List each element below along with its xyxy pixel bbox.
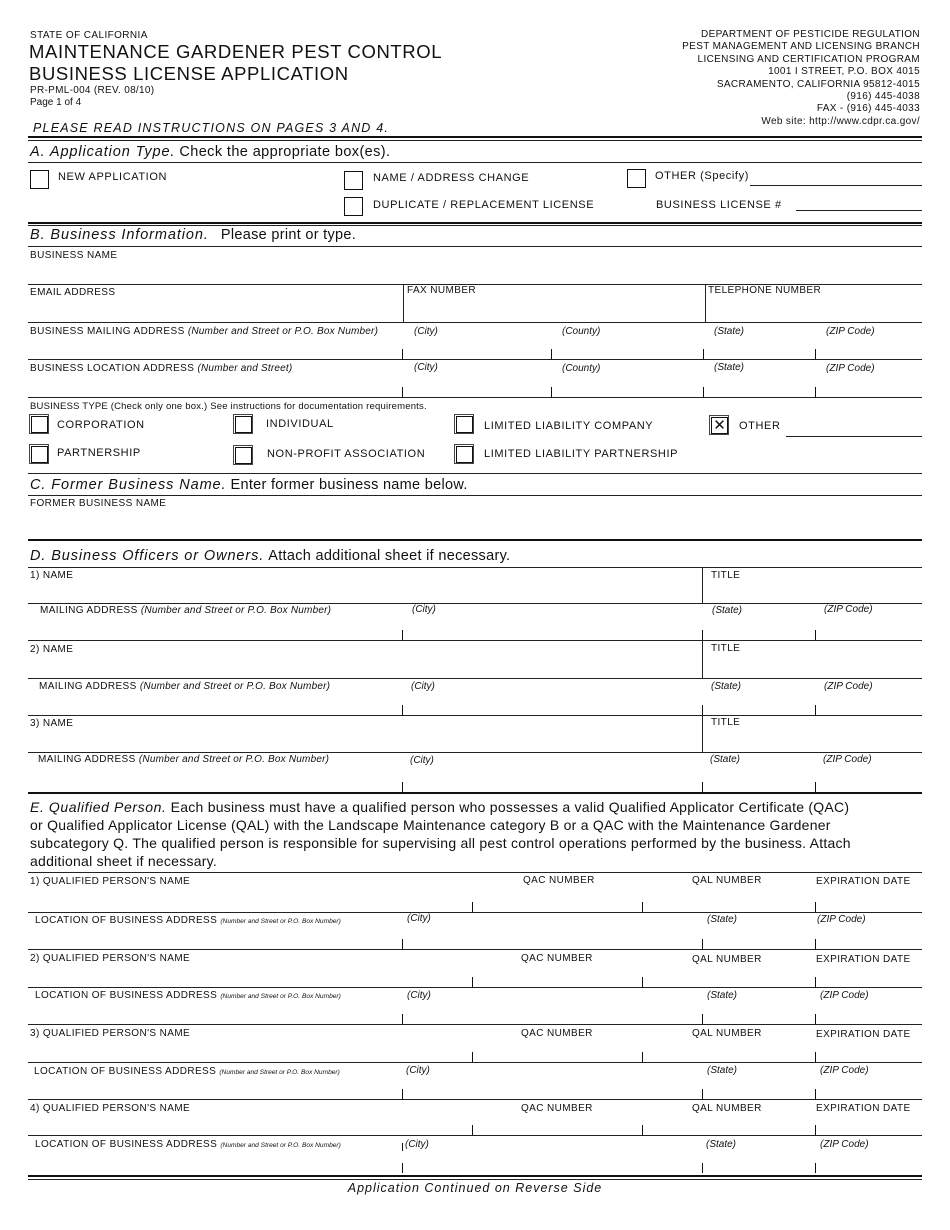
dept-line: FAX - (916) 445-4033: [816, 103, 920, 115]
section-e-intro: [30, 798, 925, 870]
qp-4-location-label: [35, 1139, 341, 1152]
individual-label: INDIVIDUAL: [266, 418, 334, 430]
officer-1-state-label: (State): [712, 605, 743, 616]
qp-1-city-label: (City): [407, 913, 431, 924]
business-license-number-label: BUSINESS LICENSE #: [656, 199, 782, 211]
business-type-label: BUSINESS TYPE (Check only one box.) See instructions for documentation requirements.: [30, 401, 427, 412]
duplicate-replacement-label: DUPLICATE / REPLACEMENT LICENSE: [373, 199, 595, 211]
section-b-heading: [30, 226, 356, 244]
dept-line: LICENSING AND CERTIFICATION PROGRAM: [697, 53, 920, 65]
officer-2-state-label: (State): [711, 681, 742, 692]
qp-1-state-label: (State): [707, 914, 738, 925]
officer-3-title-label: TITLE: [711, 717, 741, 728]
partnership-checkbox[interactable]: [31, 446, 48, 463]
qp-2-location-label: [35, 990, 341, 1003]
officer-1-title-label: TITLE: [711, 570, 741, 581]
location-address-text: BUSINESS LOCATION ADDRESS: [30, 363, 195, 374]
mailing-city-label: (City): [414, 326, 438, 337]
qp-1-name-label: 1) QUALIFIED PERSON'S NAME: [30, 876, 191, 887]
qp-1-qac-label: QAC NUMBER: [523, 875, 595, 886]
location-address-note: (Number and Street): [197, 363, 293, 374]
qp-4-location-input[interactable]: [30, 1154, 920, 1170]
section-e-line4: additional sheet if necessary.: [30, 853, 218, 869]
officer-3-zip-label: (ZIP Code): [823, 754, 872, 765]
llp-label: LIMITED LIABILITY PARTNERSHIP: [484, 448, 679, 460]
qp-1-location-label: [35, 915, 341, 928]
other-type-checkbox[interactable]: [711, 417, 728, 434]
fax-input[interactable]: [407, 302, 702, 318]
location-address-input[interactable]: [30, 377, 920, 393]
qp-1-zip-label: (ZIP Code): [817, 914, 866, 925]
qp-2-qac-label: QAC NUMBER: [521, 953, 593, 964]
telephone-input[interactable]: [708, 302, 922, 318]
mailing-zip-label: (ZIP Code): [826, 326, 875, 337]
individual-checkbox[interactable]: [235, 416, 252, 433]
officer-mailing-note: (Number and Street or P.O. Box Number): [138, 754, 330, 765]
other-specify-label: OTHER (Specify): [655, 170, 749, 182]
officer-1-zip-label: (ZIP Code): [824, 604, 873, 615]
officer-3-name-input[interactable]: [30, 732, 698, 748]
qp-2-location-input[interactable]: [30, 1005, 920, 1021]
llc-checkbox-frame: [454, 414, 474, 434]
section-e-line1: [30, 798, 925, 816]
qp-1-expiration-label: EXPIRATION DATE: [816, 876, 911, 887]
qp-location-text: LOCATION OF BUSINESS ADDRESS: [35, 915, 218, 926]
email-label: EMAIL ADDRESS: [30, 287, 116, 298]
section-d-subtitle: Attach additional sheet if necessary.: [268, 548, 511, 564]
section-a-heading: [30, 143, 390, 161]
section-e-title: E. Qualified Person.: [30, 799, 167, 815]
name-address-change-checkbox[interactable]: [344, 171, 363, 190]
mailing-address-input[interactable]: [30, 340, 920, 356]
qp-2-qac-input[interactable]: [476, 969, 640, 985]
footer-continued-note: Application Continued on Reverse Side: [347, 1181, 603, 1195]
location-city-label: (City): [414, 362, 438, 373]
officer-3-mailing-label: [38, 754, 329, 766]
officer-mailing-note: (Number and Street or P.O. Box Number): [140, 605, 332, 616]
dept-line: 1001 I STREET, P.O. BOX 4015: [768, 66, 920, 78]
llp-checkbox-frame: [454, 444, 474, 464]
officer-1-name-label: 1) NAME: [30, 570, 74, 581]
officer-3-city-label: (City): [410, 755, 434, 766]
officer-3-state-label: (State): [710, 754, 741, 765]
qp-3-qac-input[interactable]: [476, 1043, 640, 1059]
section-c-heading: [30, 476, 468, 494]
qp-2-qal-input[interactable]: [646, 969, 812, 985]
officer-3-address-input[interactable]: [30, 770, 920, 786]
qp-2-zip-label: (ZIP Code): [820, 990, 869, 1001]
partnership-label: PARTNERSHIP: [57, 447, 141, 459]
officer-2-title-label: TITLE: [711, 643, 741, 654]
officer-1-city-label: (City): [412, 604, 436, 615]
qp-2-expiration-input[interactable]: [818, 969, 922, 985]
qp-1-qac-input[interactable]: [476, 893, 640, 909]
section-d-heading: [30, 547, 510, 565]
qp-4-qal-input[interactable]: [646, 1117, 812, 1133]
corporation-label: CORPORATION: [57, 419, 145, 431]
section-d-title: D. Business Officers or Owners.: [30, 548, 265, 564]
corporation-checkbox-frame: [29, 414, 49, 434]
email-input[interactable]: [30, 302, 400, 318]
new-application-checkbox[interactable]: [30, 170, 49, 189]
location-address-label: [30, 363, 292, 375]
officer-mailing-note: (Number and Street or P.O. Box Number): [139, 681, 331, 692]
qp-3-location-input[interactable]: [30, 1081, 920, 1097]
business-license-number-input[interactable]: [796, 210, 922, 211]
qp-3-qal-label: QAL NUMBER: [692, 1028, 762, 1039]
section-e-line2: or Qualified Applicator License (QAL) with the Landscape Maintenance category B or a QAC with the Maintenance Gardener: [30, 817, 831, 833]
location-state-label: (State): [714, 362, 745, 373]
officer-mailing-text: MAILING ADDRESS: [38, 754, 136, 765]
business-name-label: BUSINESS NAME: [30, 250, 118, 261]
dept-line: SACRAMENTO, CALIFORNIA 95812-4015: [716, 78, 920, 90]
qp-1-expiration-input[interactable]: [818, 893, 922, 909]
qp-4-name-label: 4) QUALIFIED PERSON'S NAME: [30, 1103, 191, 1114]
form-title-line2: BUSINESS LICENSE APPLICATION: [29, 63, 349, 84]
former-business-name-input[interactable]: [30, 514, 920, 530]
qp-location-note: (Number and Street or P.O. Box Number): [220, 1142, 341, 1149]
individual-checkbox-frame: [233, 414, 253, 434]
officer-2-mailing-label: [39, 681, 330, 693]
other-type-input[interactable]: [786, 436, 922, 437]
qp-location-text: LOCATION OF BUSINESS ADDRESS: [35, 1139, 218, 1150]
qp-1-qal-label: QAL NUMBER: [692, 875, 762, 886]
qp-2-qal-label: QAL NUMBER: [692, 954, 762, 965]
state-label: STATE OF CALIFORNIA: [30, 30, 148, 41]
location-county-label: (County): [562, 363, 601, 374]
officer-2-city-label: (City): [411, 681, 435, 692]
telephone-label: TELEPHONE NUMBER: [708, 285, 822, 296]
officer-mailing-text: MAILING ADDRESS: [39, 681, 137, 692]
form-number: PR-PML-004 (REV. 08/10): [30, 85, 155, 96]
officer-2-name-input[interactable]: [30, 658, 698, 674]
dept-line: DEPARTMENT OF PESTICIDE REGULATION: [701, 29, 920, 40]
mailing-address-note: (Number and Street or P.O. Box Number): [187, 326, 379, 337]
qp-3-zip-label: (ZIP Code): [820, 1065, 869, 1076]
qp-1-location-input[interactable]: [30, 930, 920, 946]
officer-1-address-input[interactable]: [30, 620, 920, 636]
llp-checkbox[interactable]: [456, 446, 473, 463]
officer-2-name-label: 2) NAME: [30, 644, 74, 655]
llc-label: LIMITED LIABILITY COMPANY: [484, 420, 654, 432]
section-e-line1-text: Each business must have a qualified person who possesses a valid Qualified Applicator Certificate (QAC): [166, 799, 850, 815]
name-address-change-label: NAME / ADDRESS CHANGE: [373, 172, 530, 184]
officer-2-address-input[interactable]: [30, 696, 920, 712]
nonprofit-label: NON-PROFIT ASSOCIATION: [267, 448, 426, 460]
other-specify-input[interactable]: [750, 185, 922, 186]
officer-1-name-input[interactable]: [30, 584, 698, 600]
qp-location-note: (Number and Street or P.O. Box Number): [219, 1069, 340, 1076]
mailing-address-text: BUSINESS MAILING ADDRESS: [30, 326, 185, 337]
qp-4-qac-label: QAC NUMBER: [521, 1103, 593, 1114]
section-e-line3: subcategory Q. The qualified person is responsible for supervising all pest control operations performed by the business. Attach: [30, 835, 851, 851]
qp-4-city-label: (City): [405, 1139, 429, 1150]
qp-2-name-input[interactable]: [30, 969, 470, 985]
officer-3-title-input[interactable]: [710, 732, 922, 748]
qp-4-expiration-label: EXPIRATION DATE: [816, 1103, 911, 1114]
qp-1-name-input[interactable]: [30, 893, 470, 909]
instructions-note: PLEASE READ INSTRUCTIONS ON PAGES 3 AND 4.: [33, 121, 390, 135]
officer-1-title-input[interactable]: [710, 584, 922, 600]
new-application-label: NEW APPLICATION: [58, 171, 168, 183]
nonprofit-checkbox[interactable]: [235, 447, 252, 464]
qp-2-expiration-label: EXPIRATION DATE: [816, 954, 911, 965]
dept-website: Web site: http://www.cdpr.ca.gov/: [761, 115, 920, 127]
former-business-name-label: FORMER BUSINESS NAME: [30, 498, 167, 509]
qp-3-qal-input[interactable]: [646, 1043, 812, 1059]
partnership-checkbox-frame: [29, 444, 49, 464]
department-block: [682, 29, 920, 128]
officer-2-title-input[interactable]: [710, 658, 922, 674]
mailing-state-label: (State): [714, 326, 745, 337]
qp-4-qal-label: QAL NUMBER: [692, 1103, 762, 1114]
form-title-line1: MAINTENANCE GARDENER PEST CONTROL: [29, 41, 443, 62]
qp-2-city-label: (City): [407, 990, 431, 1001]
officer-3-name-label: 3) NAME: [30, 718, 74, 729]
qp-location-note: (Number and Street or P.O. Box Number): [220, 918, 341, 925]
qp-3-expiration-label: EXPIRATION DATE: [816, 1029, 911, 1040]
qp-2-name-label: 2) QUALIFIED PERSON'S NAME: [30, 953, 191, 964]
business-name-input[interactable]: [30, 264, 920, 280]
dept-line: PEST MANAGEMENT AND LICENSING BRANCH: [682, 41, 920, 53]
nonprofit-checkbox-frame: [233, 445, 253, 465]
other-type-checkbox-frame: [709, 415, 729, 435]
qp-4-state-label: (State): [706, 1139, 737, 1150]
section-c-subtitle: Enter former business name below.: [230, 477, 468, 493]
qp-3-city-label: (City): [406, 1065, 430, 1076]
section-c-title: C. Former Business Name.: [30, 477, 227, 493]
qp-4-qac-input[interactable]: [476, 1117, 640, 1133]
qp-3-name-input[interactable]: [30, 1043, 470, 1059]
section-b-subtitle: Please print or type.: [220, 227, 357, 243]
qp-3-location-label: [34, 1066, 340, 1079]
qp-2-state-label: (State): [707, 990, 738, 1001]
qp-location-note: (Number and Street or P.O. Box Number): [220, 993, 341, 1000]
officer-1-mailing-label: [40, 605, 331, 617]
qp-3-expiration-input[interactable]: [818, 1043, 922, 1059]
dept-line: (916) 445-4038: [846, 91, 920, 103]
section-a-title: A. Application Type.: [30, 144, 176, 160]
other-checkbox[interactable]: [627, 169, 646, 188]
officer-mailing-text: MAILING ADDRESS: [40, 605, 138, 616]
section-b-title: B. Business Information.: [30, 227, 209, 243]
page-number: Page 1 of 4: [30, 97, 82, 108]
llc-checkbox[interactable]: [456, 416, 473, 433]
qp-4-expiration-input[interactable]: [818, 1117, 922, 1133]
qp-4-zip-label: (ZIP Code): [820, 1139, 869, 1150]
fax-label: FAX NUMBER: [407, 285, 477, 296]
checked-x-mark: ✕: [713, 417, 726, 434]
section-a-subtitle: Check the appropriate box(es).: [179, 144, 391, 160]
qp-4-name-input[interactable]: [30, 1117, 470, 1133]
officer-2-zip-label: (ZIP Code): [824, 681, 873, 692]
qp-3-name-label: 3) QUALIFIED PERSON'S NAME: [30, 1028, 191, 1039]
mailing-address-label: [30, 326, 378, 338]
mailing-county-label: (County): [562, 326, 601, 337]
qp-1-qal-input[interactable]: [646, 893, 812, 909]
qp-3-state-label: (State): [707, 1065, 738, 1076]
qp-location-text: LOCATION OF BUSINESS ADDRESS: [35, 990, 218, 1001]
qp-location-text: LOCATION OF BUSINESS ADDRESS: [34, 1066, 217, 1077]
qp-3-qac-label: QAC NUMBER: [521, 1028, 593, 1039]
corporation-checkbox[interactable]: [31, 416, 48, 433]
location-zip-label: (ZIP Code): [826, 363, 875, 374]
other-type-label: OTHER: [739, 420, 781, 432]
duplicate-replacement-checkbox[interactable]: [344, 197, 363, 216]
